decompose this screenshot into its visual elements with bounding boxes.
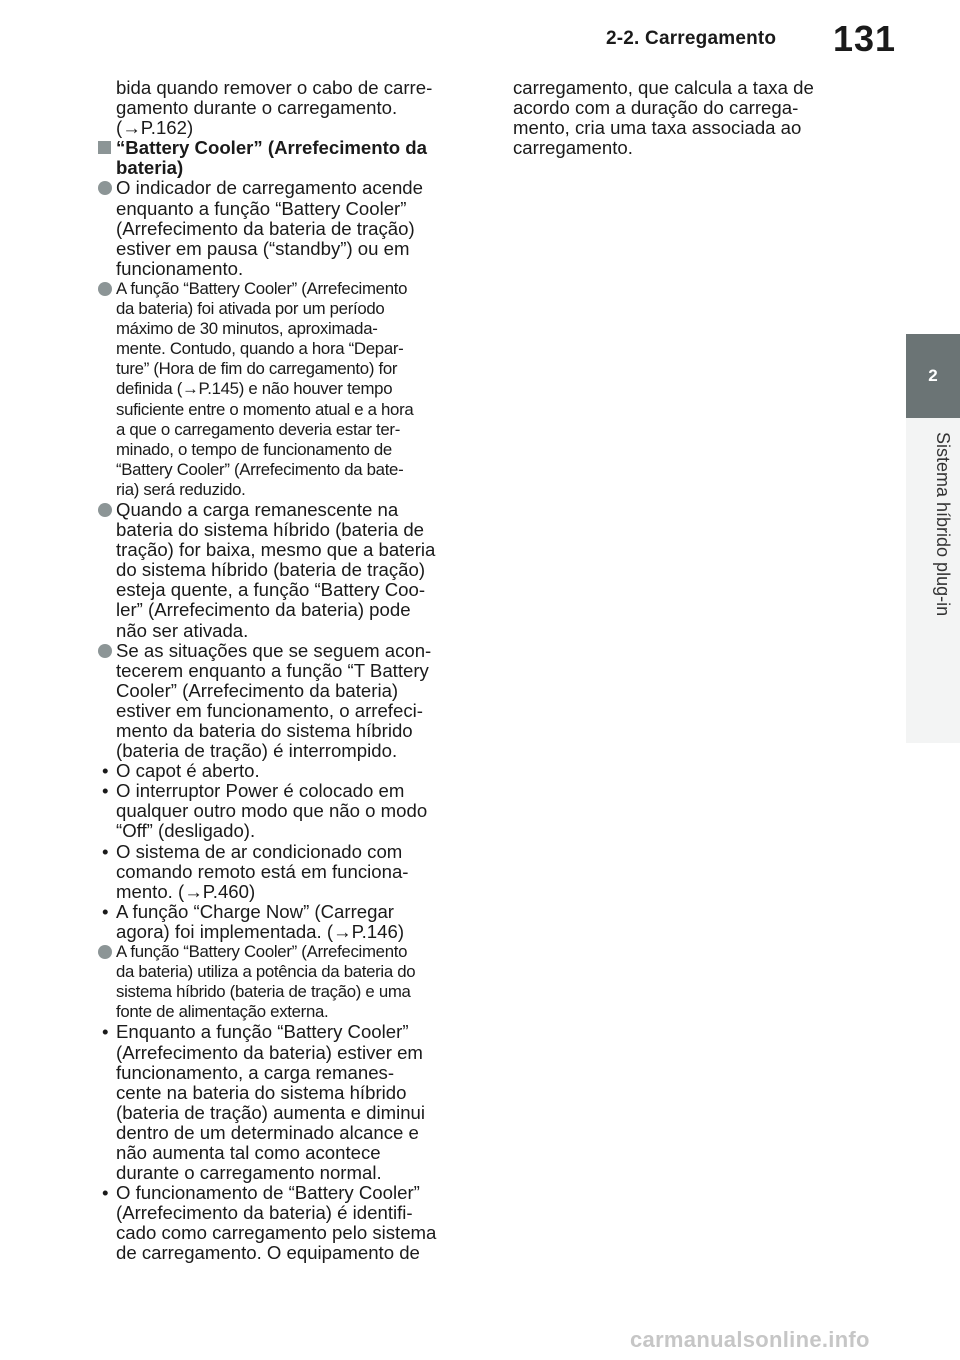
dot-bullet-icon: •	[102, 900, 109, 922]
continued-text: bida quando remover o cabo de carre- gamento durante o carregamento. (→P.162)	[116, 77, 433, 139]
circle-bullet-icon	[98, 644, 112, 658]
dot-bullet-icon: •	[102, 760, 109, 782]
watermark: carmanualsonline.info	[630, 1327, 870, 1352]
circle-bullet-icon	[98, 181, 112, 195]
bullet-item: A função “Battery Cooler” (Arrefecimento da bateria) foi ativada por um período máximo de 30 minutos, aproximada- mente. Contudo, quando a hora “Depar- ture” (Hora de fim do carregamento) for definida (→P.145) e não houver tempo suficiente entre o momento atual e a hora a que o carregamento deveria estar ter- minado, o tempo de funcionamento de “Battery Cooler” (Arrefecimento da bate- ria) será reduzido.	[96, 279, 446, 500]
sub-item: • Enquanto a função “Battery Cooler” (Arrefecimento da bateria) estiver em funcionamento, a carga remanes- cente na bateria do sistema híbrido (bateria de tração) aumenta e diminui dentro de um determinado alcance e não aumenta tal como acontece durante o carregamento normal.	[102, 1021, 426, 1184]
chapter-number: 2	[928, 366, 938, 385]
sub-item: • O interruptor Power é colocado em qualquer outro modo que não o modo “Off” (desligado).	[102, 780, 428, 842]
sub-item: • A função “Charge Now” (Carregar agora) foi implementada. (→P.146)	[102, 900, 405, 942]
sub-item: • O sistema de ar condicionado com comando remoto está em funciona- mento. (→P.460)	[102, 840, 409, 902]
bullet-item: O indicador de carregamento acende enquanto a função “Battery Cooler” (Arrefecimento da bateria de tração) estiver em pausa (“standby”) ou em funcionamento.	[96, 178, 446, 278]
circle-bullet-icon	[98, 945, 112, 959]
sub-item: • O capot é aberto.	[102, 760, 260, 782]
square-bullet-icon	[98, 141, 111, 154]
chapter-tab	[906, 334, 960, 418]
section-header: 2-2. Carregamento	[606, 28, 777, 49]
bullet-item: Quando a carga remanescente na bateria do sistema híbrido (bateria de tração) for baixa, mesmo que a bateria do sistema híbrido (bateria de tração) esteja quente, a função “Battery Coo- ler” (Arrefecimento da bateria) pode não ser ativada.	[96, 500, 446, 641]
sub-item: • O funcionamento de “Battery Cooler” (Arrefecimento da bateria) é identifi- cado como carregamento pelo sistema de carregamento. O equipamento de	[102, 1182, 437, 1264]
left-column	[96, 78, 446, 1264]
bullet-item: A função “Battery Cooler” (Arrefecimento da bateria) utiliza a potência da bateria do sistema híbrido (bateria de tração) e uma fonte de alimentação externa.	[96, 942, 446, 1022]
circle-bullet-icon	[98, 503, 112, 517]
section-heading: “Battery Cooler” (Arrefecimento da bateria)	[96, 138, 446, 178]
bullet-item: Se as situações que se seguem acon- tecerem enquanto a função “T Battery Cooler” (Arrefecimento da bateria) estiver em funcionamento, o arrefeci- mento da bateria do sistema híbrido (bateria de tração) é interrompido.	[96, 641, 446, 762]
circle-bullet-icon	[98, 282, 112, 296]
chapter-label: Sistema híbrido plug-in	[933, 432, 953, 617]
continued-text: carregamento, que calcula a taxa de acordo com a duração do carrega- mento, cria uma taxa associada ao carregamento.	[513, 77, 814, 159]
right-column	[513, 78, 863, 158]
dot-bullet-icon: •	[102, 780, 109, 802]
page-number: 131	[833, 18, 897, 59]
dot-bullet-icon: •	[102, 1182, 109, 1204]
dot-bullet-icon: •	[102, 840, 109, 862]
dot-bullet-icon: •	[102, 1021, 109, 1043]
